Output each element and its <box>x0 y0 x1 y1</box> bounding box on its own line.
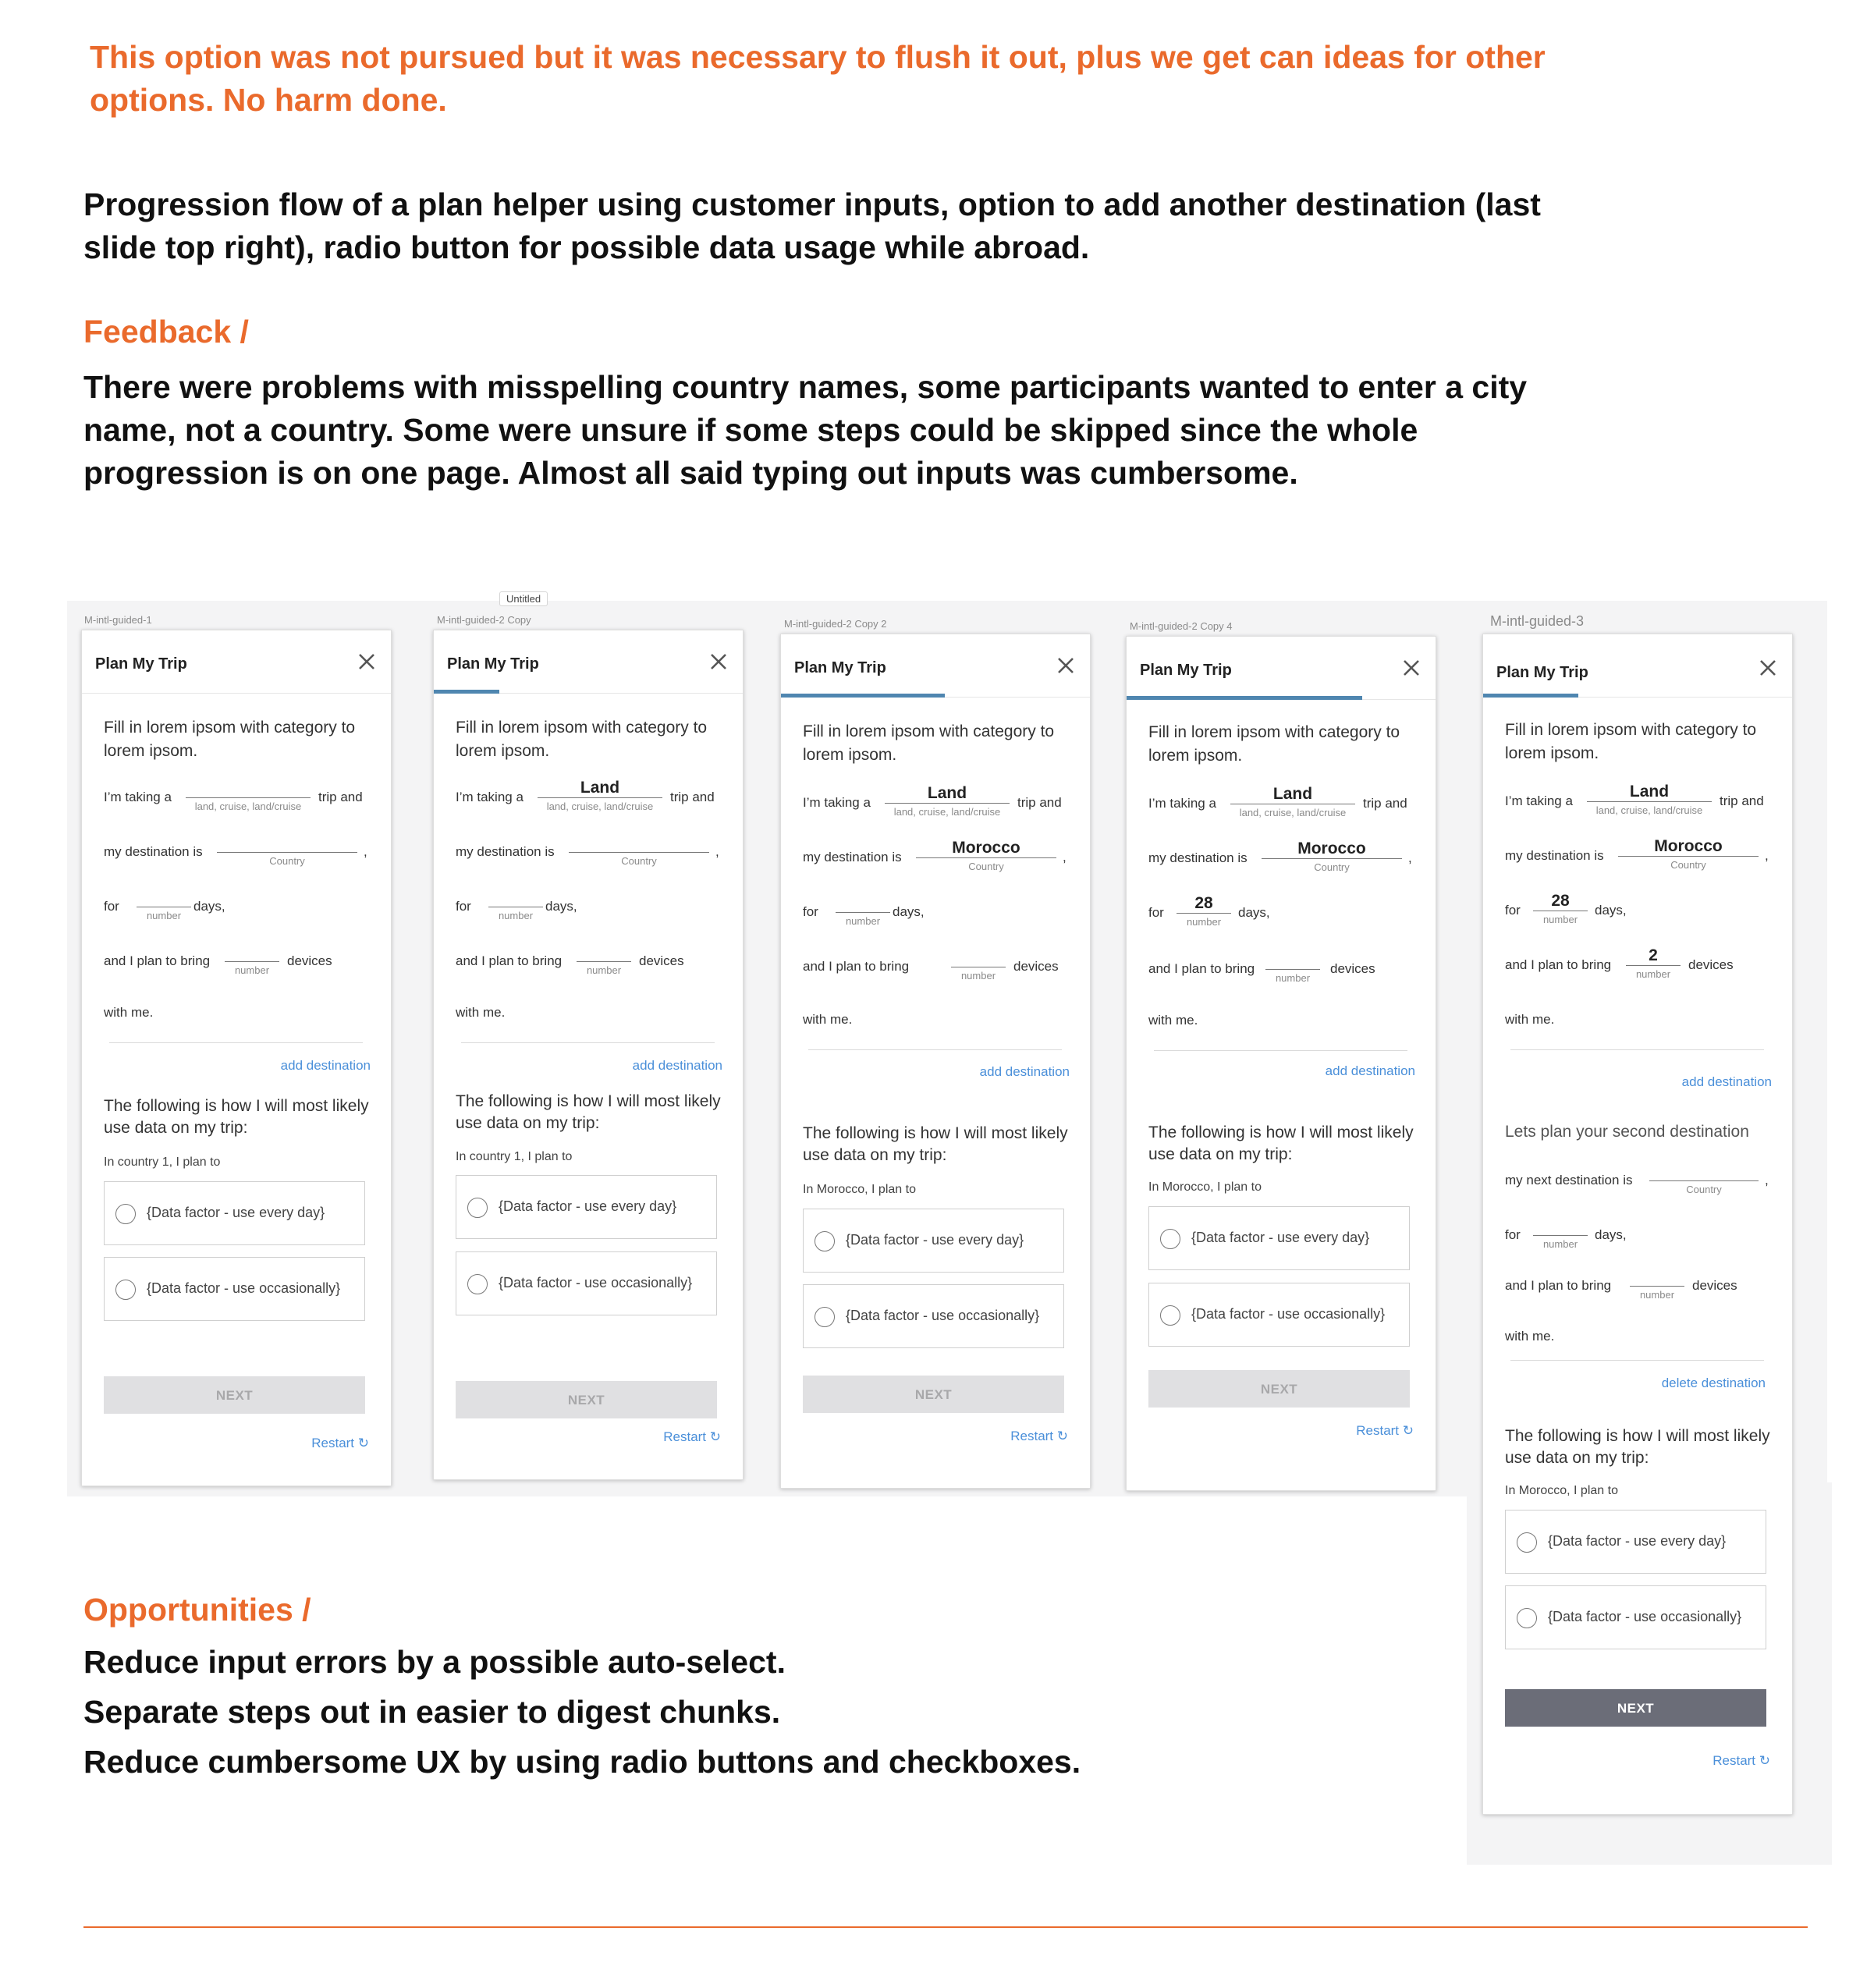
artboard-label-5: M-intl-guided-3 <box>1490 613 1585 629</box>
add-destination-link[interactable]: add destination <box>1325 1063 1415 1078</box>
radio-button[interactable] <box>1160 1229 1180 1249</box>
radio-button[interactable] <box>815 1231 835 1251</box>
trip-type-input[interactable] <box>885 784 1010 823</box>
days-row <box>1505 892 1774 931</box>
trip-row <box>1505 783 1774 822</box>
opportunity-item: Reduce input errors by a possible auto-select. <box>83 1644 786 1680</box>
add-destination-link[interactable]: add destination <box>632 1058 722 1073</box>
plan-label: In Morocco, I plan to <box>1505 1484 1618 1497</box>
country-hint: Country <box>1670 859 1706 871</box>
devices-hint: number <box>586 964 622 976</box>
days-value: 28 <box>1194 894 1213 912</box>
devices-input[interactable] <box>1626 946 1681 985</box>
artboard-label-1: M-intl-guided-1 <box>84 614 152 626</box>
option-occasionally-label: {Data factor - use occasionally} <box>499 1275 693 1290</box>
devices-label: devices <box>1692 1278 1737 1293</box>
progress-bar <box>1127 696 1362 700</box>
for-label: for <box>1505 903 1521 918</box>
destination-prefix: my destination is <box>1148 850 1248 865</box>
comma: , <box>1765 848 1769 863</box>
trip-suffix: trip and <box>1363 796 1407 811</box>
days-row <box>456 891 725 927</box>
trip-type-hint: land, cruise, land/cruise <box>893 806 1001 818</box>
divider <box>808 1049 1062 1050</box>
option-occasionally-label: {Data factor - use occasionally} <box>1191 1306 1386 1322</box>
comma: , <box>715 844 719 859</box>
devices-input[interactable] <box>951 951 1006 987</box>
with-me-text: with me. <box>1148 1013 1198 1028</box>
restart-link[interactable]: Restart ↻ <box>1356 1423 1414 1438</box>
comma: , <box>1063 850 1067 864</box>
data-usage-text: The following is how I will most likely use data on my trip: <box>1505 1427 1770 1467</box>
option-occasionally[interactable] <box>1505 1585 1766 1649</box>
for-label: for <box>803 904 818 919</box>
days-hint: number <box>1542 1238 1578 1250</box>
card-header <box>82 630 391 694</box>
devices-hint: number <box>1275 972 1311 984</box>
bring-prefix: and I plan to bring <box>1505 1278 1612 1293</box>
trip-type-value: Land <box>927 784 967 802</box>
second-days-row <box>1505 1219 1774 1255</box>
destination-row <box>456 836 725 872</box>
intro-text: Fill in lorem ipsom with category to lorem ipsom. <box>104 719 356 760</box>
trip-prefix: I’m taking a <box>456 790 524 804</box>
feedback-text: There were problems with misspelling country names, some participants wanted to enter a city name, not a country. Some were unsure if some steps could be skipped since the whole progression is on one page. Almost all said typing out inputs was cumbersome. <box>83 369 1528 491</box>
with-me-text: with me. <box>456 1005 506 1020</box>
trip-type-input[interactable] <box>186 782 311 818</box>
for-label: for <box>1148 905 1164 920</box>
progress-bar <box>1483 694 1578 698</box>
radio-button[interactable] <box>467 1274 488 1294</box>
trip-type-value: Land <box>580 779 620 797</box>
feedback-heading: Feedback / <box>83 314 249 350</box>
devices-input[interactable] <box>577 946 631 982</box>
divider <box>1510 1360 1764 1361</box>
intro-text: Fill in lorem ipsom with category to lorem ipsom. <box>456 719 708 760</box>
devices-hint: number <box>1639 1289 1675 1301</box>
trip-type-hint: land, cruise, land/cruise <box>194 801 302 812</box>
for-label: for <box>104 899 119 914</box>
devices-label: devices <box>287 953 332 968</box>
card-header <box>434 630 743 694</box>
bring-prefix: and I plan to bring <box>104 953 211 968</box>
devices-hint: number <box>960 970 996 982</box>
second-days-input[interactable] <box>1533 1219 1588 1255</box>
for-label: for <box>456 899 471 914</box>
destination-row <box>1505 837 1774 876</box>
devices-label: devices <box>639 953 684 968</box>
next-destination-row <box>1505 1165 1774 1201</box>
country-hint: Country <box>1686 1184 1722 1195</box>
days-row <box>803 896 1072 932</box>
devices-label: devices <box>1688 957 1734 972</box>
days-row <box>104 891 373 927</box>
second-destination-heading: Lets plan your second destination <box>1505 1123 1749 1141</box>
destination-row <box>104 836 373 872</box>
trip-prefix: I’m taking a <box>803 795 871 810</box>
trip-type-input[interactable] <box>1230 785 1355 824</box>
destination-row <box>803 839 1072 878</box>
trip-prefix: I’m taking a <box>1505 793 1573 808</box>
radio-button[interactable] <box>115 1280 136 1300</box>
devices-label: devices <box>1013 959 1059 974</box>
restart-link[interactable]: Restart ↻ <box>663 1429 721 1444</box>
option-occasionally-label: {Data factor - use occasionally} <box>846 1308 1040 1323</box>
with-me-row <box>456 997 725 1033</box>
days-label: days, <box>893 904 925 919</box>
plan-label: In country 1, I plan to <box>104 1156 221 1169</box>
screen-2-card <box>433 630 744 1480</box>
next-button[interactable]: NEXT <box>803 1376 1064 1413</box>
option-every-day[interactable] <box>1505 1510 1766 1574</box>
progress-bar <box>434 690 499 694</box>
with-me-row <box>803 1004 1072 1040</box>
with-me-row <box>104 997 373 1033</box>
second-with-me-row <box>1505 1321 1774 1357</box>
devices-row <box>104 946 373 982</box>
restart-link[interactable]: Restart ↻ <box>1010 1429 1068 1443</box>
option-occasionally[interactable] <box>104 1257 365 1321</box>
trip-type-value: Land <box>1272 785 1313 803</box>
destination-input[interactable] <box>569 836 709 872</box>
progress-bar <box>781 694 945 698</box>
add-destination-link[interactable]: add destination <box>979 1064 1070 1079</box>
radio-button[interactable] <box>815 1307 835 1327</box>
days-row <box>1148 894 1418 933</box>
days-label: days, <box>1595 903 1627 918</box>
opportunities-heading: Opportunities / <box>83 1592 311 1628</box>
next-destination-prefix: my next destination is <box>1505 1173 1633 1187</box>
data-usage-text: The following is how I will most likely use data on my trip: <box>104 1097 369 1137</box>
with-me-text: with me. <box>803 1012 853 1027</box>
trip-suffix: trip and <box>670 790 715 804</box>
radio-button[interactable] <box>1517 1532 1537 1553</box>
days-label: days, <box>1238 905 1270 920</box>
screen-3-card <box>780 634 1091 1489</box>
opportunity-item: Separate steps out in easier to digest chunks. <box>83 1694 781 1730</box>
days-hint: number <box>146 910 182 921</box>
trip-suffix: trip and <box>1720 793 1764 808</box>
devices-row <box>456 946 725 982</box>
close-icon[interactable] <box>357 651 377 672</box>
destination-prefix: my destination is <box>1505 848 1604 863</box>
data-usage-text: The following is how I will most likely use data on my trip: <box>456 1092 721 1132</box>
radio-button[interactable] <box>115 1204 136 1224</box>
opportunities-list <box>83 1637 1081 1787</box>
days-hint: number <box>1542 914 1578 925</box>
opportunity-item: Reduce cumbersome UX by using radio buttons and checkboxes. <box>83 1744 1081 1780</box>
plan-label: In country 1, I plan to <box>456 1150 573 1163</box>
with-me-text: with me. <box>1505 1329 1555 1344</box>
second-devices-input[interactable] <box>1630 1270 1684 1306</box>
destination-prefix: my destination is <box>456 844 555 859</box>
add-destination-link[interactable]: add destination <box>280 1058 371 1073</box>
option-every-day[interactable] <box>104 1181 365 1245</box>
plan-label: In Morocco, I plan to <box>1148 1180 1262 1194</box>
card-header <box>1127 637 1436 700</box>
untitled-tag: Untitled <box>499 591 548 606</box>
divider <box>1154 1050 1407 1051</box>
days-input[interactable] <box>137 891 191 927</box>
with-me-row <box>1148 1005 1418 1041</box>
destination-input[interactable] <box>1618 837 1759 876</box>
country-hint: Country <box>968 861 1004 872</box>
devices-label: devices <box>1330 961 1375 976</box>
days-hint: number <box>498 910 534 921</box>
trip-type-hint: land, cruise, land/cruise <box>1595 804 1703 816</box>
trip-row <box>803 784 1072 823</box>
close-icon[interactable] <box>1401 658 1421 678</box>
with-me-text: with me. <box>1505 1012 1555 1027</box>
destination-input[interactable] <box>217 836 357 872</box>
days-label: days, <box>193 899 225 914</box>
trip-prefix: I’m taking a <box>1148 796 1216 811</box>
card-title: Plan My Trip <box>1140 662 1232 679</box>
comma: , <box>364 844 367 859</box>
artboard-label-3: M-intl-guided-2 Copy 2 <box>784 618 887 630</box>
card-title: Plan My Trip <box>95 655 187 673</box>
destination-value: Morocco <box>1654 837 1723 855</box>
option-every-day-label: {Data factor - use every day} <box>147 1205 325 1220</box>
trip-type-input[interactable] <box>538 779 662 818</box>
option-occasionally[interactable] <box>456 1251 717 1315</box>
divider <box>109 1042 363 1043</box>
destination-row <box>1148 840 1418 879</box>
comma: , <box>1408 850 1412 865</box>
next-button[interactable]: NEXT <box>456 1381 717 1418</box>
description-text: Progression flow of a plan helper using customer inputs, option to add another destination (last slide top right), radio button for possible data usage while abroad. <box>83 186 1541 265</box>
trip-type-value: Land <box>1629 783 1670 801</box>
country-hint: Country <box>269 855 305 867</box>
comma: , <box>1765 1173 1769 1187</box>
close-icon[interactable] <box>708 651 729 672</box>
for-label: for <box>1505 1227 1521 1242</box>
delete-destination-link[interactable]: delete destination <box>1661 1376 1766 1390</box>
option-every-day-label: {Data factor - use every day} <box>1191 1230 1370 1245</box>
days-input[interactable] <box>488 891 543 927</box>
option-every-day[interactable] <box>803 1209 1064 1273</box>
screen-5-card <box>1482 634 1793 1815</box>
card-header <box>781 634 1090 698</box>
radio-button[interactable] <box>1160 1305 1180 1326</box>
devices-value: 2 <box>1649 946 1658 964</box>
radio-button[interactable] <box>1517 1608 1537 1628</box>
trip-row <box>1148 785 1418 824</box>
artboard-label-2: M-intl-guided-2 Copy <box>437 614 531 626</box>
days-label: days, <box>545 899 577 914</box>
destination-input[interactable] <box>916 839 1056 878</box>
bottom-divider <box>83 1926 1808 1928</box>
destination-prefix: my destination is <box>803 850 902 864</box>
devices-row <box>1148 953 1418 989</box>
days-value: 28 <box>1551 892 1570 910</box>
intro-text: Fill in lorem ipsom with category to lorem ipsom. <box>803 722 1055 764</box>
option-occasionally-label: {Data factor - use occasionally} <box>1548 1609 1742 1624</box>
screen-4-card <box>1126 636 1436 1491</box>
bring-prefix: and I plan to bring <box>1148 961 1255 976</box>
next-button[interactable]: NEXT <box>1148 1370 1410 1408</box>
with-me-text: with me. <box>104 1005 154 1020</box>
days-hint: number <box>1186 916 1222 928</box>
destination-value: Morocco <box>1297 840 1366 857</box>
next-button[interactable]: NEXT <box>104 1376 365 1414</box>
destination-prefix: my destination is <box>104 844 203 859</box>
artboard-label-4: M-intl-guided-2 Copy 4 <box>1130 620 1233 632</box>
divider <box>1510 1049 1764 1050</box>
devices-row <box>1505 946 1774 985</box>
days-input[interactable] <box>1533 892 1588 931</box>
option-every-day-label: {Data factor - use every day} <box>846 1232 1024 1248</box>
devices-input[interactable] <box>1265 953 1320 989</box>
next-destination-input[interactable] <box>1649 1165 1759 1201</box>
option-occasionally[interactable] <box>1148 1283 1410 1347</box>
trip-row <box>456 779 725 818</box>
bring-prefix: and I plan to bring <box>803 959 910 974</box>
close-icon[interactable] <box>1758 658 1778 678</box>
devices-row <box>803 951 1072 987</box>
next-button[interactable]: NEXT <box>1505 1689 1766 1727</box>
trip-type-hint: land, cruise, land/cruise <box>1239 807 1347 818</box>
destination-input[interactable] <box>1262 840 1402 879</box>
trip-type-input[interactable] <box>1587 783 1712 822</box>
trip-suffix: trip and <box>318 790 363 804</box>
trip-prefix: I’m taking a <box>104 790 172 804</box>
devices-hint: number <box>234 964 270 976</box>
devices-input[interactable] <box>225 946 279 982</box>
radio-button[interactable] <box>467 1198 488 1218</box>
destination-value: Morocco <box>952 839 1020 857</box>
data-usage-text: The following is how I will most likely use data on my trip: <box>1148 1124 1414 1163</box>
days-hint: number <box>845 915 881 927</box>
card-title: Plan My Trip <box>794 659 886 676</box>
trip-type-hint: land, cruise, land/cruise <box>546 801 654 812</box>
option-occasionally[interactable] <box>803 1284 1064 1348</box>
days-label: days, <box>1595 1227 1627 1242</box>
intro-text: Fill in lorem ipsom with category to lorem ipsom. <box>1505 721 1757 762</box>
close-icon[interactable] <box>1056 655 1076 676</box>
data-usage-text: The following is how I will most likely use data on my trip: <box>803 1124 1068 1164</box>
divider <box>461 1042 715 1043</box>
option-occasionally-label: {Data factor - use occasionally} <box>147 1280 341 1296</box>
trip-suffix: trip and <box>1017 795 1062 810</box>
option-every-day[interactable] <box>1148 1206 1410 1270</box>
note-text: This option was not pursued but it was necessary to flush it out, plus we get can ideas for other options. No harm done. <box>90 39 1546 118</box>
add-destination-link[interactable]: add destination <box>1681 1074 1772 1089</box>
plan-label: In Morocco, I plan to <box>803 1183 916 1196</box>
card-title: Plan My Trip <box>447 655 539 673</box>
with-me-row <box>1505 1004 1774 1040</box>
restart-link[interactable]: Restart ↻ <box>311 1436 369 1450</box>
screen-1-card <box>81 630 392 1486</box>
restart-link[interactable]: Restart ↻ <box>1713 1753 1770 1768</box>
trip-row <box>104 782 373 818</box>
country-hint: Country <box>1314 861 1350 873</box>
option-every-day-label: {Data factor - use every day} <box>499 1198 677 1214</box>
bring-prefix: and I plan to bring <box>456 953 563 968</box>
days-input[interactable] <box>1177 894 1231 933</box>
intro-text: Fill in lorem ipsom with category to lorem ipsom. <box>1148 723 1400 765</box>
second-devices-row <box>1505 1270 1774 1306</box>
country-hint: Country <box>621 855 657 867</box>
devices-hint: number <box>1635 968 1671 980</box>
card-header <box>1483 634 1792 698</box>
bring-prefix: and I plan to bring <box>1505 957 1612 972</box>
card-title: Plan My Trip <box>1496 664 1588 681</box>
days-input[interactable] <box>836 896 890 932</box>
option-every-day[interactable] <box>456 1175 717 1239</box>
option-every-day-label: {Data factor - use every day} <box>1548 1533 1727 1549</box>
